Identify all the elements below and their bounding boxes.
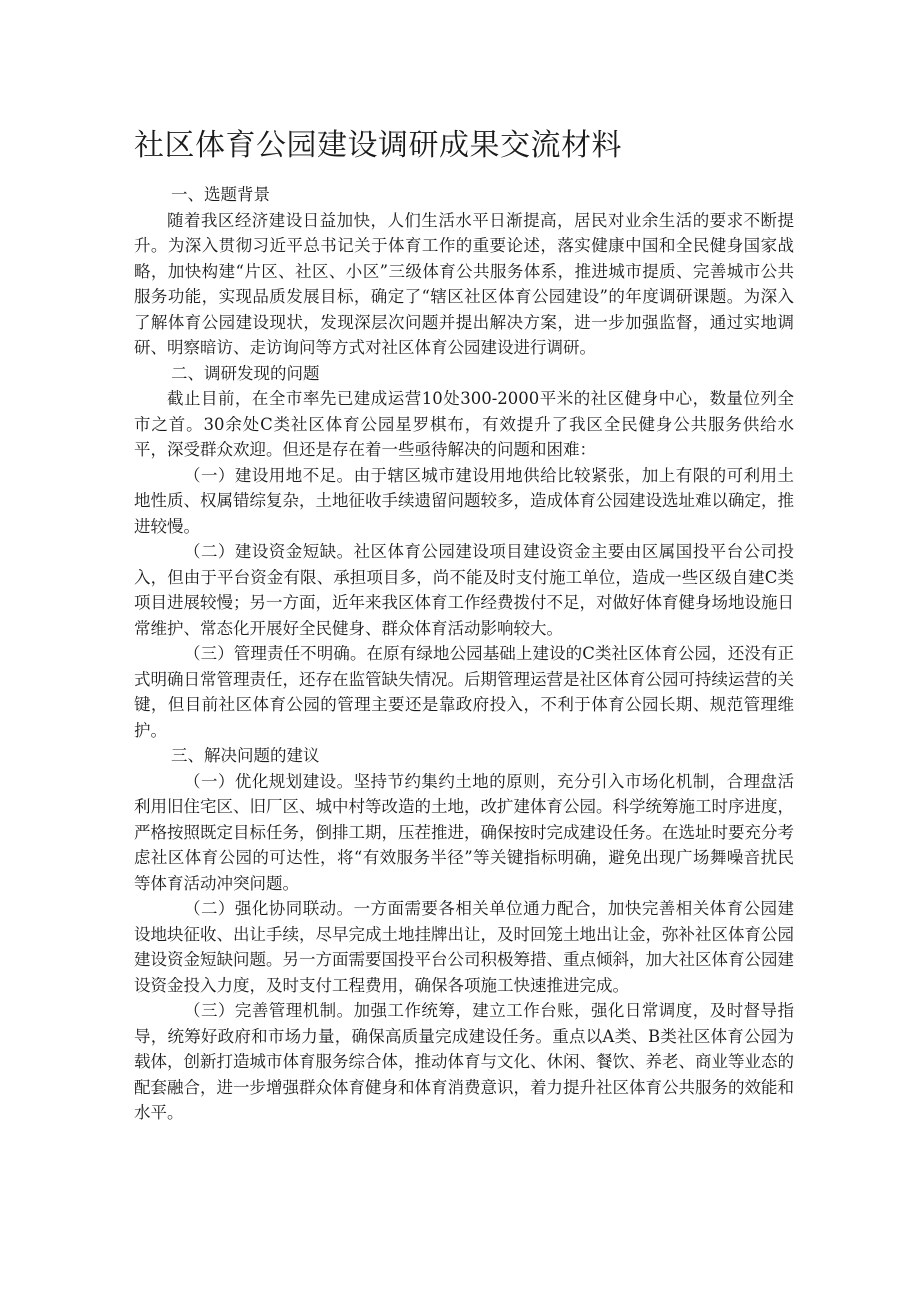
paragraph: 截止目前，在全市率先已建成运营10处300-2000平米的社区健身中心，数量位列全市之首。30余处C类社区体育公园星罗棋布，有效提升了我区全民健身公共服务供给水平，深受群众欢迎。但还是存在着一些亟待解决的问题和困难： [134, 389, 794, 459]
section-heading: 三、解决问题的建议 [171, 746, 320, 765]
paragraph: （二）强化协同联动。一方面需要各相关单位通力配合，加快完善相关体育公园建设地块征收、出让手续，尽早完成土地挂牌出让，及时回笼土地出让金，弥补社区体育公园建设资金短缺问题。另一方面需要国投平台公司积极筹措、重点倾斜，加大社区体育公园建设资金投入力度，及时支付工程费用，确保各项施工快速推进完成。 [134, 899, 794, 995]
document-title: 社区体育公园建设调研成果交流材料 [134, 128, 622, 163]
paragraph: （一）建设用地不足。由于辖区城市建设用地供给比较紧张，加上有限的可利用土地性质、权属错综复杂，土地征收手续遗留问题较多，造成体育公园建设选址难以确定，推进较慢。 [134, 465, 794, 536]
paragraph: （三）完善管理机制。加强工作统筹，建立工作台账，强化日常调度，及时督导指导，统筹好政府和市场力量，确保高质量完成建设任务。重点以A类、B类社区体育公园为载体，创新打造城市体育服务综合体，推动体育与文化、休闲、餐饮、养老、商业等业态的配套融合，进一步增强群众体育健身和体育消费意识，着力提升社区体育公共服务的效能和水平。 [134, 1001, 794, 1122]
document-page [134, 126, 794, 1126]
section-heading: 一、选题背景 [171, 185, 270, 204]
section-heading: 二、调研发现的问题 [171, 363, 320, 383]
section-suggestions [134, 743, 794, 1126]
paragraph: （二）建设资金短缺。社区体育公园建设项目建设资金主要由区属国投平台公司投入，但由于平台资金有限、承担项目多，尚不能及时支付施工单位，造成一些区级自建C类项目进展较慢；另一方面，近年来我区体育工作经费拨付不足，对做好体育健身场地设施日常维护、常态化开展好全民健身、群众体育活动影响较大。 [134, 542, 794, 638]
paragraph: （三）管理责任不明确。在原有绿地公园基础上建设的C类社区体育公园，还没有正式明确日常管理责任，还存在监管缺失情况。后期管理运营是社区体育公园可持续运营的关键，但目前社区体育公园的管理主要还是靠政府投入，不利于体育公园长期、规范管理维护。 [134, 644, 794, 740]
paragraph: 随着我区经济建设日益加快，人们生活水平日渐提高，居民对业余生活的要求不断提升。为深入贯彻习近平总书记关于体育工作的重要论述，落实健康中国和全民健身国家战略，加快构建“片区、社区、小区”三级体育公共服务体系，推进城市提质、完善城市公共服务功能，实现品质发展目标，确定了“辖区社区体育公园建设”的年度调研课题。为深入了解体育公园建设现状，发现深层次问题并提出解决方案，进一步加强监督，通过实地调研、明察暗访、走访询问等方式对社区体育公园建设进行调研。 [134, 210, 794, 357]
paragraph: （一）优化规划建设。坚持节约集约土地的原则，充分引入市场化机制，合理盘活利用旧住宅区、旧厂区、城中村等改造的土地，改扩建体育公园。科学统筹施工时序进度，严格按照既定目标任务，倒排工期，压茬推进，确保按时完成建设任务。在选址时要充分考虑社区体育公园的可达性，将“有效服务半径”等关键指标明确，避免出现广场舞噪音扰民等体育活动冲突问题。 [134, 771, 794, 893]
section-problems [134, 361, 794, 744]
section-background [134, 182, 794, 361]
